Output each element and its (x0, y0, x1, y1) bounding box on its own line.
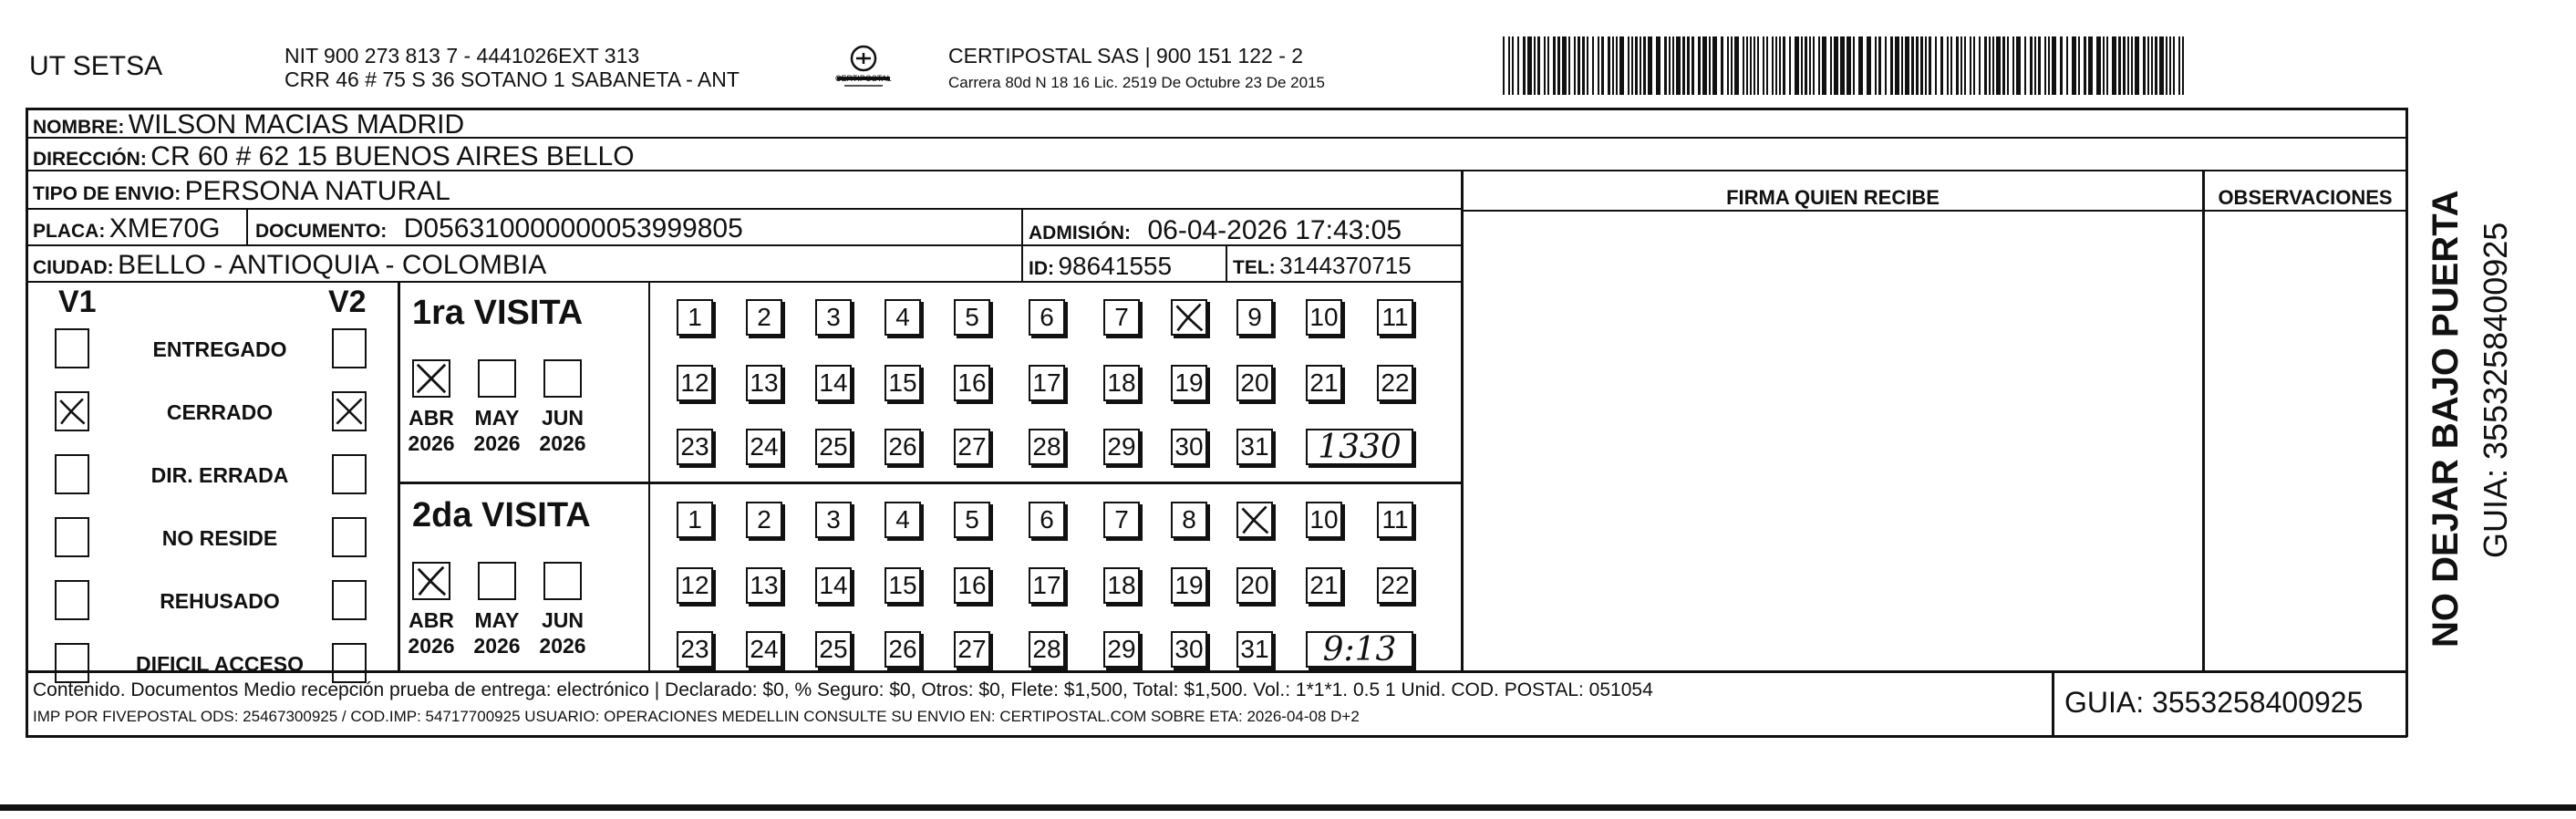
day-box[interactable]: 10 (1306, 299, 1342, 336)
carrier-line-1: CERTIPOSTAL SAS | 900 151 122 - 2 (948, 44, 1304, 67)
month-label (399, 405, 463, 456)
month-name: ABR (409, 406, 454, 430)
status-label: DIFICIL ACCESO (135, 652, 304, 676)
day-box[interactable]: 11 (1377, 299, 1413, 336)
month-label (465, 405, 529, 456)
month-name: JUN (541, 608, 584, 632)
check-mark-icon (1238, 503, 1271, 536)
day-box[interactable]: 26 (885, 631, 921, 668)
day-box[interactable]: 1 (677, 502, 713, 538)
day-box[interactable]: 26 (885, 429, 921, 465)
id-label: ID: (1029, 258, 1054, 279)
month-year: 2026 (539, 634, 586, 658)
ciudad-value: BELLO - ANTIOQUIA - COLOMBIA (118, 250, 547, 280)
admision-value: 06-04-2026 17:43:05 (1147, 215, 1402, 245)
carrier-line-2: Carrera 80d N 18 16 Lic. 2519 De Octubre 23 De 2015 (948, 74, 1325, 91)
day-box[interactable]: 3 (815, 502, 852, 538)
placa-label: PLACA: (33, 221, 106, 242)
day-box[interactable] (1236, 502, 1273, 538)
day-box[interactable]: 5 (954, 299, 990, 336)
day-box[interactable]: 10 (1306, 502, 1342, 538)
month-label (399, 607, 463, 658)
company-name: UT SETSA (29, 51, 163, 81)
month-checkbox[interactable] (478, 562, 516, 600)
documento-value: D056310000000053999805 (403, 213, 743, 244)
day-box[interactable]: 22 (1377, 365, 1413, 401)
v2-checkbox[interactable] (332, 391, 367, 431)
footer-line-1: Contenido. Documentos Medio recepción prueba de entrega: electrónico | Declarado: $0, % Seguro: $0, Otros: $0, Flete: $1,500, Total: $1,500. Vol.: 1*1*1. 0.5 1 Unid. COD. POSTAL: 051054 (33, 679, 1653, 700)
v1-checkbox[interactable] (55, 517, 89, 557)
day-box[interactable]: 17 (1029, 365, 1065, 401)
visit-title: 1ra VISITA (412, 294, 584, 332)
nit-line-2: CRR 46 # 75 S 36 SOTANO 1 SABANETA - ANT (284, 67, 740, 91)
day-box[interactable]: 1 (677, 299, 713, 336)
month-name: MAY (474, 608, 520, 632)
day-box[interactable]: 25 (815, 429, 852, 465)
day-box[interactable]: 21 (1306, 567, 1342, 604)
check-mark-icon (414, 361, 449, 396)
day-box[interactable]: 27 (954, 429, 990, 465)
day-box[interactable]: 12 (677, 567, 713, 604)
day-box[interactable]: 13 (746, 365, 782, 401)
day-box[interactable]: 2 (746, 299, 782, 336)
day-box[interactable]: 15 (885, 567, 921, 604)
admision-label: ADMISIÓN: (1029, 223, 1131, 244)
day-box[interactable]: 14 (815, 365, 852, 401)
nombre-value: WILSON MACIAS MADRID (128, 109, 465, 140)
day-box[interactable]: 19 (1171, 567, 1207, 604)
day-box[interactable]: 4 (885, 502, 921, 538)
month-year: 2026 (408, 634, 455, 658)
check-mark-icon (57, 393, 88, 430)
day-box[interactable]: 28 (1029, 631, 1065, 668)
certipostal-logo-icon (832, 40, 895, 95)
day-box[interactable]: 27 (954, 631, 990, 668)
observaciones-header: OBSERVACIONES (2218, 186, 2393, 209)
month-label (465, 607, 529, 658)
day-box[interactable]: 13 (746, 567, 782, 604)
check-mark-icon (334, 393, 365, 430)
barcode (1503, 36, 2232, 95)
day-box[interactable]: 7 (1103, 299, 1140, 336)
day-box[interactable]: 6 (1029, 299, 1065, 336)
month-checkbox[interactable] (543, 562, 582, 600)
month-label (531, 607, 595, 658)
v2-checkbox[interactable] (332, 328, 367, 368)
day-box[interactable]: 30 (1171, 429, 1207, 465)
footer-guia: GUIA: 3553258400925 (2064, 686, 2364, 719)
month-name: MAY (474, 406, 520, 430)
firma-header: FIRMA QUIEN RECIBE (1726, 186, 1940, 209)
id-value: 98641555 (1058, 252, 1173, 280)
month-checkbox[interactable] (412, 359, 450, 398)
v1-checkbox[interactable] (55, 391, 89, 431)
v2-label: V2 (328, 285, 367, 319)
v2-checkbox[interactable] (332, 580, 367, 620)
day-box[interactable]: 14 (815, 567, 852, 604)
day-box[interactable]: 20 (1236, 567, 1273, 604)
day-box[interactable] (1171, 299, 1207, 336)
day-box[interactable]: 24 (746, 631, 782, 668)
check-mark-icon (414, 564, 449, 598)
visit-time-box[interactable]: 9:13 (1306, 631, 1413, 668)
day-box[interactable]: 30 (1171, 631, 1207, 668)
documento-label: DOCUMENTO: (255, 221, 388, 242)
month-year: 2026 (408, 431, 455, 455)
month-checkbox[interactable] (412, 562, 450, 600)
day-box[interactable]: 6 (1029, 502, 1065, 538)
day-box[interactable]: 8 (1171, 502, 1207, 538)
logo-text: CERTIPOSTAL (835, 74, 892, 83)
direccion-value: CR 60 # 62 15 BUENOS AIRES BELLO (150, 141, 635, 171)
v2-checkbox[interactable] (332, 517, 367, 557)
tipo-envio-value: PERSONA NATURAL (184, 176, 450, 206)
day-box[interactable]: 31 (1236, 429, 1273, 465)
day-box[interactable]: 9 (1236, 299, 1273, 336)
day-box[interactable]: 12 (677, 365, 713, 401)
month-label (531, 405, 595, 456)
nombre-label: NOMBRE: (33, 117, 125, 138)
day-box[interactable]: 4 (885, 299, 921, 336)
v1-checkbox[interactable] (55, 580, 89, 620)
v1-checkbox[interactable] (55, 454, 89, 494)
status-label: NO RESIDE (161, 526, 278, 550)
day-box[interactable]: 18 (1103, 567, 1140, 604)
day-box[interactable]: 24 (746, 429, 782, 465)
v2-checkbox[interactable] (332, 454, 367, 494)
day-box[interactable]: 16 (954, 365, 990, 401)
day-box[interactable]: 5 (954, 502, 990, 538)
day-box[interactable]: 23 (677, 429, 713, 465)
tel-label: TEL: (1233, 257, 1276, 278)
day-box[interactable]: 7 (1103, 502, 1140, 538)
day-box[interactable]: 29 (1103, 631, 1140, 668)
visit-title: 2da VISITA (412, 496, 591, 534)
month-name: ABR (409, 608, 454, 632)
footer-line-2: IMP POR FIVEPOSTAL ODS: 25467300925 / COD.IMP: 54717700925 USUARIO: OPERACIONES MEDELLIN CONSULTE SU ENVIO EN: CERTIPOSTAL.COM SOBRE ETA: 2026-04-08 D+2 (33, 708, 1360, 725)
month-year: 2026 (473, 431, 521, 455)
placa-value: XME70G (109, 213, 221, 244)
direccion-label: DIRECCIÓN: (33, 149, 147, 170)
day-box[interactable]: 17 (1029, 567, 1065, 604)
v1-checkbox[interactable] (55, 643, 89, 683)
day-box[interactable]: 28 (1029, 429, 1065, 465)
day-box[interactable]: 20 (1236, 365, 1273, 401)
status-label: ENTREGADO (152, 337, 287, 361)
visit-time-box[interactable]: 1330 (1306, 429, 1413, 465)
day-box[interactable]: 15 (885, 365, 921, 401)
day-box[interactable]: 19 (1171, 365, 1207, 401)
v2-checkbox[interactable] (332, 643, 367, 683)
day-box[interactable]: 16 (954, 567, 990, 604)
day-box[interactable]: 21 (1306, 365, 1342, 401)
day-box[interactable]: 31 (1236, 631, 1273, 668)
month-year: 2026 (539, 431, 586, 455)
side-warning: NO DEJAR BAJO PUERTA (2426, 190, 2466, 648)
tipo-envio-label: TIPO DE ENVIO: (33, 183, 181, 204)
day-box[interactable]: 11 (1377, 502, 1413, 538)
status-label: CERRADO (166, 400, 274, 424)
status-label: DIR. ERRADA (150, 463, 289, 487)
day-box[interactable]: 18 (1103, 365, 1140, 401)
day-box[interactable]: 25 (815, 631, 852, 668)
month-checkbox[interactable] (478, 359, 516, 398)
month-checkbox[interactable] (543, 359, 582, 398)
check-mark-icon (1173, 301, 1205, 334)
day-box[interactable]: 2 (746, 502, 782, 538)
day-box[interactable]: 23 (677, 631, 713, 668)
nit-line-1: NIT 900 273 813 7 - 4441026EXT 313 (284, 44, 640, 67)
day-box[interactable]: 29 (1103, 429, 1140, 465)
month-name: JUN (541, 406, 584, 430)
ciudad-label: CIUDAD: (33, 257, 114, 278)
v1-label: V1 (58, 285, 97, 319)
v1-checkbox[interactable] (55, 328, 89, 368)
day-box[interactable]: 22 (1377, 567, 1413, 604)
month-year: 2026 (473, 634, 521, 658)
side-guia: GUIA: 3553258400925 (2477, 222, 2514, 558)
status-label: REHUSADO (160, 589, 280, 613)
tel-value: 3144370715 (1279, 252, 1412, 279)
day-box[interactable]: 3 (815, 299, 852, 336)
